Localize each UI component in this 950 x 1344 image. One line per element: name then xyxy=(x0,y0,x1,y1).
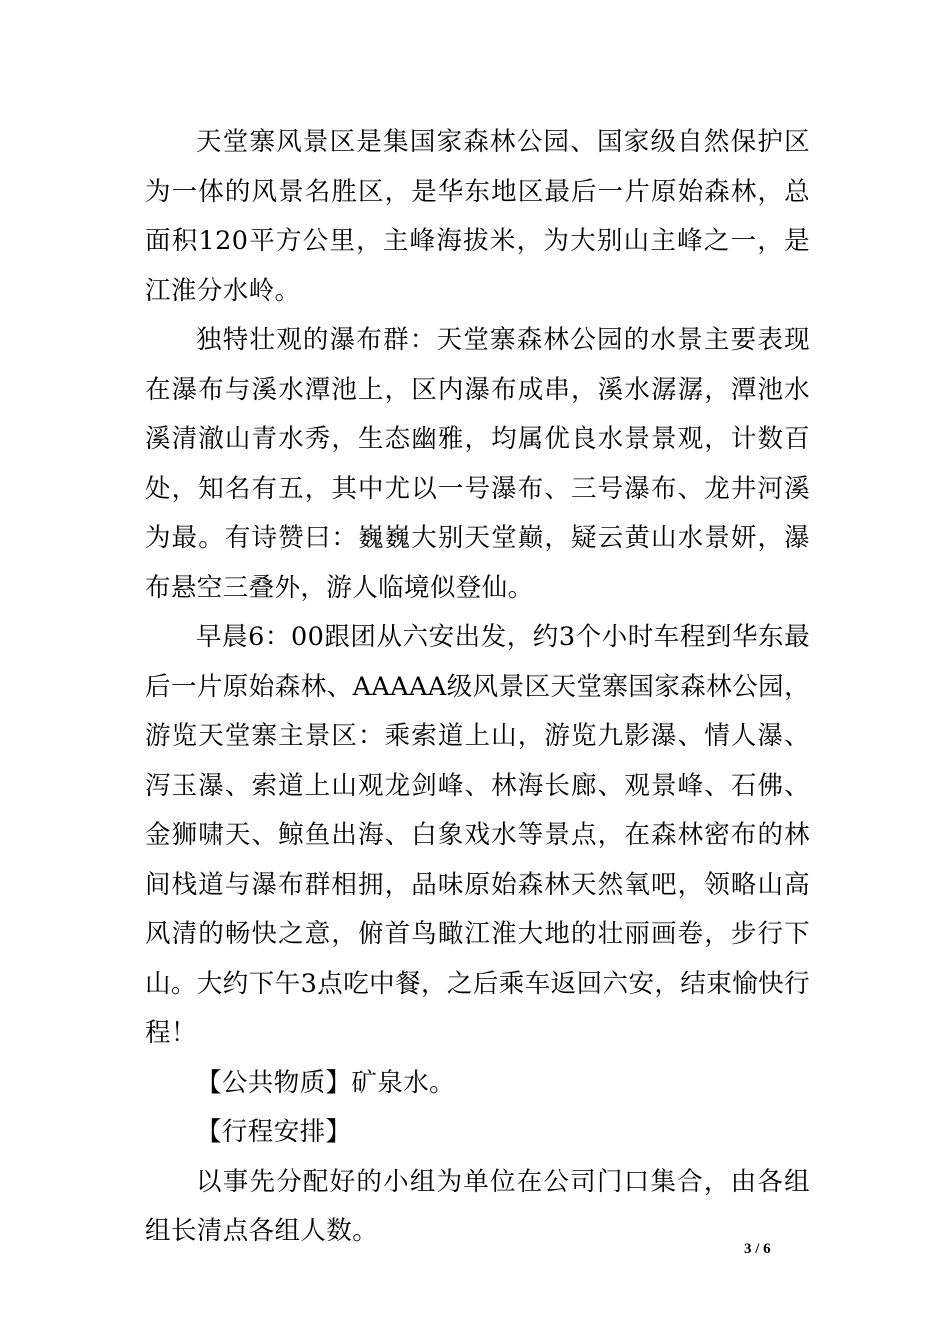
paragraph-supplies: 【公共物质】矿泉水。 xyxy=(196,1067,456,1098)
paragraph-waterfalls: 独特壮观的瀑布群：天堂寨森林公园的水景主要表现在瀑布与溪水潭池上，区内瀑布成串，溪水潺潺，潭池水溪清澈山青水秀，生态幽雅，均属优良水景景观，计数百处，知名有五，其中尤以一号瀑布、三号瀑布、龙井河溪为最。有诗赞曰：巍巍大别天堂巅，疑云黄山水景妍，瀑布悬空三叠外，游人临境似登仙。 xyxy=(145,325,810,603)
paragraph-schedule-heading: 【行程安排】 xyxy=(196,1117,352,1147)
page-number: 3 / 6 xyxy=(744,1241,771,1257)
paragraph-itinerary: 早晨6：00跟团从六安出发，约3个小时车程到华东最后一片原始森林、AAAAA级风景区天堂寨国家森林公园，游览天堂寨主景区：乘索道上山，游览九影瀑、情人瀑、泻玉瀑、索道上山观龙剑峰、林海长廊、观景峰、石佛、金狮啸天、鲸鱼出海、白象戏水等景点，在森林密布的林间栈道与瀑布群相拥，品味原始森林天然氧吧，领略山高风清的畅快之意，俯首鸟瞰江淮大地的壮丽画卷，步行下山。大约下午3点吃中餐，之后乘车返回六安，结束愉快行程！ xyxy=(145,622,810,1048)
paragraph-assembly: 以事先分配好的小组为单位在公司门口集合，由各组组长清点各组人数。 xyxy=(145,1166,810,1246)
document-body xyxy=(145,118,810,1257)
paragraph-scenic-intro: 天堂寨风景区是集国家森林公园、国家级自然保护区为一体的风景名胜区，是华东地区最后一片原始森林，总面积120平方公里，主峰海拔米，为大别山主峰之一，是江淮分水岭。 xyxy=(145,127,810,306)
